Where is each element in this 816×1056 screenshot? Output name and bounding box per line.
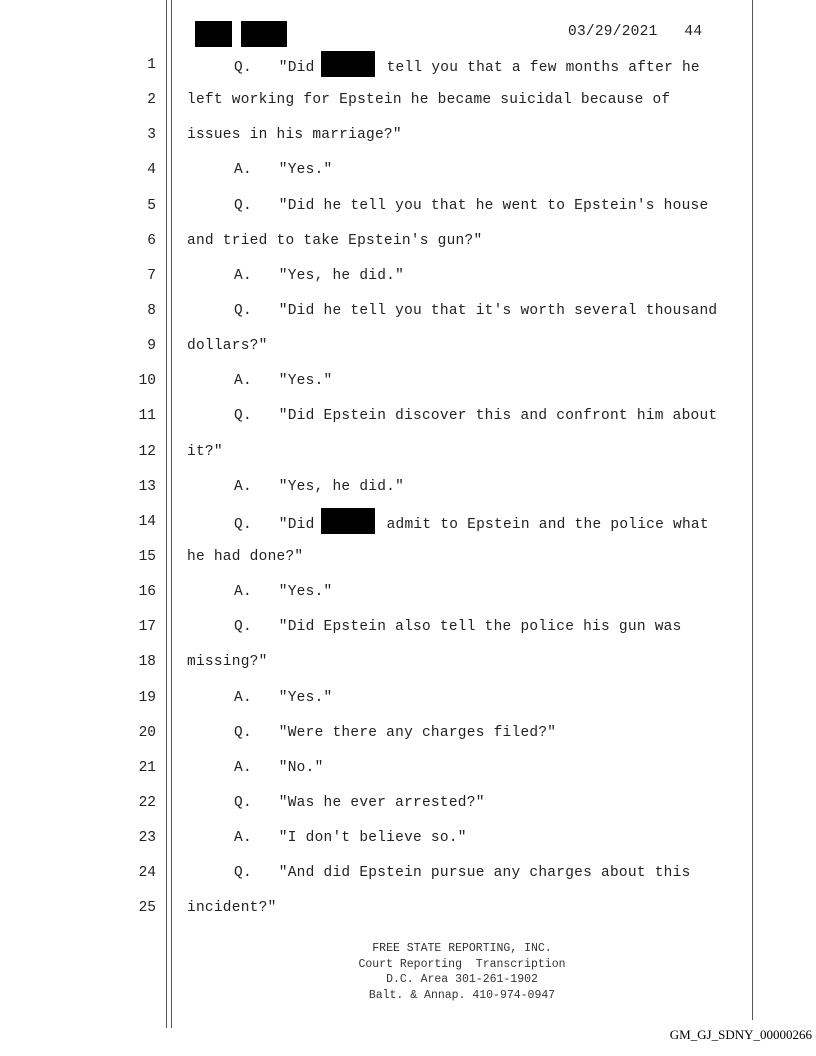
left-margin-rule-outer [166,0,167,1028]
header-redaction-box [195,21,232,47]
line-text-segment: A. "Yes." [234,373,333,390]
line-number: 7 [147,267,156,284]
line-text-segment: and tried to take Epstein's gun?" [187,232,483,249]
line-text-segment: Q. "Were there any charges filed?" [234,724,557,741]
line-number: 23 [138,830,156,847]
line-number: 10 [138,373,156,390]
transcript-line [187,92,670,108]
transcript-line [234,268,404,284]
line-text-segment: A. "Yes, he did." [234,478,405,495]
transcript-line [234,162,332,178]
footer-service: Court Reporting Transcription [358,957,566,971]
line-text-segment: admit to Epstein and the police what [386,516,709,533]
line-text-segment: it?" [187,443,223,460]
line-number: 20 [138,724,156,741]
transcript-line [187,444,223,460]
line-number: 8 [147,302,156,319]
line-text-segment: dollars?" [187,338,268,355]
transcript-line [234,584,332,600]
transcript-line [234,57,700,77]
line-text-segment: Q. "Was he ever arrested?" [234,794,485,811]
line-number: 21 [138,759,156,776]
line-text-segment: A. "I don't believe so." [234,830,467,847]
footer-phone-dc: D.C. Area 301-261-1902 [386,973,538,986]
transcript-line [234,479,404,495]
line-number: 3 [147,127,156,144]
line-number: 24 [138,865,156,882]
line-text-segment: A. "Yes." [234,162,333,179]
transcript-line [187,233,482,249]
line-text-segment: Q. "Did Epstein also tell the police his gun was [234,619,682,636]
footer-phone-balt: Balt. & Annap. 410-974-0947 [368,988,556,1002]
transcript-line [187,549,303,565]
line-text-segment: Q. "And did Epstein pursue any charges about this [234,865,691,882]
transcript-line [234,725,556,741]
line-text-segment: tell you that a few months after he [386,59,700,76]
line-text-segment: Q. "Did he tell you that he went to Epstein's house [234,197,709,214]
transcript-line [234,514,709,534]
line-number: 22 [138,794,156,811]
line-number: 16 [138,584,156,601]
transcript-line [234,198,708,214]
transcript-line [234,373,332,389]
footer-reporter-info [300,941,624,1003]
transcript-line [187,900,277,916]
header-date-page: 03/29/2021 44 [568,24,703,40]
line-number: 11 [138,408,156,425]
transcript-line [234,865,691,881]
line-number: 6 [147,232,156,249]
transcript-line [187,338,268,354]
line-number: 17 [138,619,156,636]
bates-number: GM_GJ_SDNY_00000266 [669,1027,812,1042]
transcript-line [234,795,485,811]
line-text-segment: left working for Epstein he became suicidal because of [187,92,671,109]
left-margin-rule-inner [171,0,172,1028]
line-text-segment: A. "Yes." [234,584,333,601]
transcript-line [234,830,467,846]
line-number: 5 [147,197,156,214]
line-number: 25 [138,900,156,917]
line-number: 9 [147,338,156,355]
line-text-segment: missing?" [187,654,268,671]
line-text-segment: Q. "Did he tell you that it's worth several thousand [234,302,718,319]
transcript-line [234,619,682,635]
name-redaction-box [321,51,375,77]
line-text-segment: Q. "Did [234,59,315,76]
line-text-segment: issues in his marriage?" [187,127,402,144]
line-number: 1 [147,57,156,73]
right-margin-rule [752,0,753,1020]
footer-company: FREE STATE REPORTING, INC. [372,942,552,955]
line-text-segment: Q. "Did Epstein discover this and confront him about [234,408,718,425]
line-text-segment: A. "Yes, he did." [234,267,405,284]
line-number: 15 [138,548,156,565]
name-redaction-box [321,508,375,534]
line-text-segment: A. "Yes." [234,689,333,706]
transcript-line [234,760,324,776]
line-number: 13 [138,478,156,495]
line-text-segment: he had done?" [187,548,304,565]
line-text-segment: Q. "Did [234,516,315,533]
transcript-line [234,303,717,319]
transcript-line [234,408,717,424]
header-redaction-box [241,21,287,47]
line-number: 12 [138,443,156,460]
line-number: 14 [138,513,156,530]
transcript-line [187,127,402,143]
line-text-segment: incident?" [187,900,277,917]
line-number: 2 [147,92,156,109]
line-text-segment: A. "No." [234,759,324,776]
line-number: 4 [147,162,156,179]
line-number: 19 [138,689,156,706]
transcript-line [187,654,268,670]
transcript-line [234,690,332,706]
line-number: 18 [138,654,156,671]
